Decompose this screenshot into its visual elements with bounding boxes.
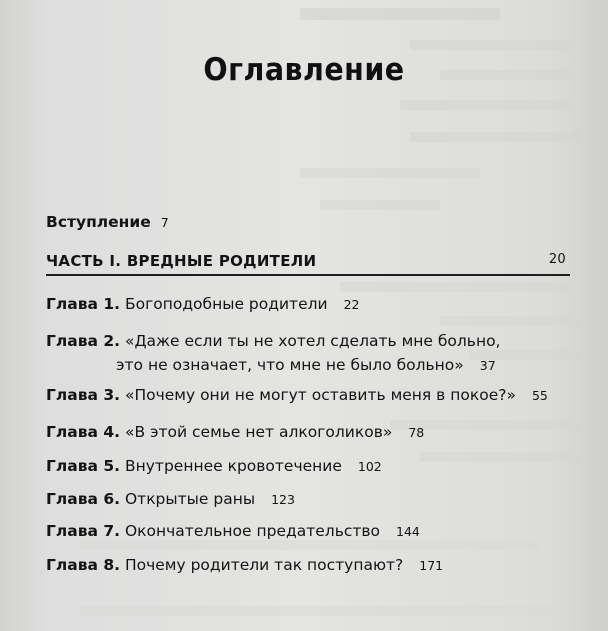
chapter-page: 123	[271, 492, 295, 507]
toc-chapter-3	[46, 385, 548, 406]
toc-part-page: 20	[548, 252, 566, 267]
chapter-label: Глава 8.	[46, 556, 121, 574]
toc-chapter-8	[46, 555, 443, 576]
toc-part-label: ЧАСТЬ I. ВРЕДНЫЕ РОДИТЕЛИ	[46, 252, 317, 270]
chapter-title: Почему родители так поступают?	[124, 556, 404, 574]
toc-intro-label: Вступление	[46, 213, 151, 231]
toc-chapter-4	[46, 422, 424, 443]
bleed-through-line	[440, 316, 580, 326]
part-divider	[46, 274, 570, 276]
chapter-page: 78	[408, 425, 425, 440]
bleed-through-line	[410, 40, 570, 50]
toc-intro-page: 7	[160, 215, 169, 230]
chapter-label: Глава 7.	[46, 522, 121, 540]
chapter-label: Глава 2.	[46, 332, 121, 350]
chapter-page: 144	[396, 524, 420, 539]
chapter-label: Глава 5.	[46, 457, 121, 475]
bleed-through-line	[420, 452, 580, 462]
chapter-title: Богоподобные родители	[124, 295, 328, 313]
toc-part-heading	[46, 252, 566, 270]
chapter-page: 102	[357, 459, 382, 474]
toc-chapter-2	[46, 331, 501, 376]
bleed-through-line	[300, 168, 480, 178]
bleed-through-line	[340, 282, 570, 292]
chapter-page: 22	[343, 297, 360, 312]
bleed-through-line	[300, 8, 500, 20]
chapter-page: 171	[419, 558, 444, 573]
page-title: Оглавление	[203, 52, 405, 88]
chapter-title: Внутреннее кровотечение	[124, 457, 342, 475]
toc-chapter-5	[46, 456, 382, 477]
toc-chapter-6	[46, 489, 295, 510]
bleed-through-line	[410, 132, 580, 142]
bleed-through-line	[400, 100, 570, 110]
toc-chapter-7	[46, 521, 420, 542]
chapter-label: Глава 3.	[46, 386, 121, 404]
chapter-title: Окончательное предательство	[124, 522, 380, 540]
bleed-through-line	[80, 606, 570, 616]
chapter-title: «В этой семье нет алкоголиков»	[124, 423, 393, 441]
bleed-through-line	[320, 200, 440, 210]
chapter-title: «Даже если ты не хотел сделать мне больно,	[124, 332, 501, 350]
chapter-title: «Почему они не могут оставить меня в покое?»	[124, 386, 516, 404]
chapter-title: Открытые раны	[124, 490, 256, 508]
chapter-label: Глава 4.	[46, 423, 121, 441]
chapter-title-continued: это не означает, что мне не было больно»	[116, 356, 464, 374]
chapter-page: 55	[531, 388, 548, 403]
chapter-label: Глава 6.	[46, 490, 121, 508]
chapter-page: 37	[479, 358, 496, 373]
chapter-label: Глава 1.	[46, 295, 121, 313]
toc-intro	[46, 213, 169, 231]
toc-chapter-1	[46, 294, 360, 315]
